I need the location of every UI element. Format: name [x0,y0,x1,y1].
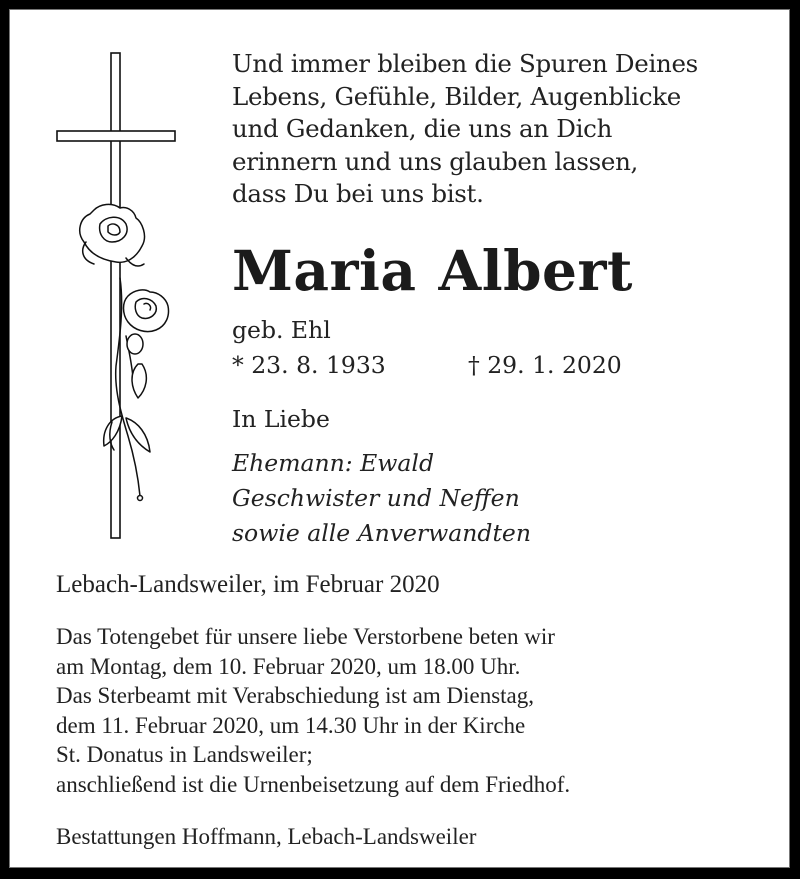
place-date: Lebach-Landsweiler, im Februar 2020 [56,571,440,598]
birth-date: * 23. 8. 1933 [232,351,386,379]
deceased-name [232,236,633,306]
notice-line: Das Totengebet für unsere liebe Verstorbene beten wir [56,624,555,649]
cross-with-roses-icon [50,46,190,546]
first-name: Maria [232,238,417,303]
mourner: Geschwister und Neffen [232,484,520,512]
notice-line: anschließend ist die Urnenbeisetzung auf dem Friedhof. [56,771,571,797]
poem-line: Lebens, Gefühle, Bilder, Augenblicke [232,81,681,111]
mourner: sowie alle Anverwandten [232,519,531,547]
poem [232,48,698,211]
in-love-label: In Liebe [232,405,330,433]
birth-name: geb. Ehl [232,316,331,344]
notice-line: am Montag, dem 10. Februar 2020, um 18.00 Uhr. [56,653,521,679]
death-date: † 29. 1. 2020 [468,351,622,379]
notice-line: dem 11. Februar 2020, um 14.30 Uhr in der Kirche [56,712,526,738]
mourner: Ehemann: Ewald [232,449,434,477]
service-notice [56,622,570,800]
undertaker: Bestattungen Hoffmann, Lebach-Landsweiler [56,824,477,849]
mourners-list [232,446,531,551]
poem-line: und Gedanken, die uns an Dich [232,114,613,143]
obituary-frame [9,9,790,868]
poem-line: Und immer bleiben die Spuren Deines [232,49,698,78]
poem-line: erinnern und uns glauben lassen, [232,146,639,176]
notice-line: St. Donatus in Landsweiler; [56,742,313,768]
poem-line: dass Du bei uns bist. [232,179,484,208]
notice-line: Das Sterbeamt mit Verabschiedung ist am Dienstag, [56,683,535,709]
last-name: Albert [438,238,633,303]
